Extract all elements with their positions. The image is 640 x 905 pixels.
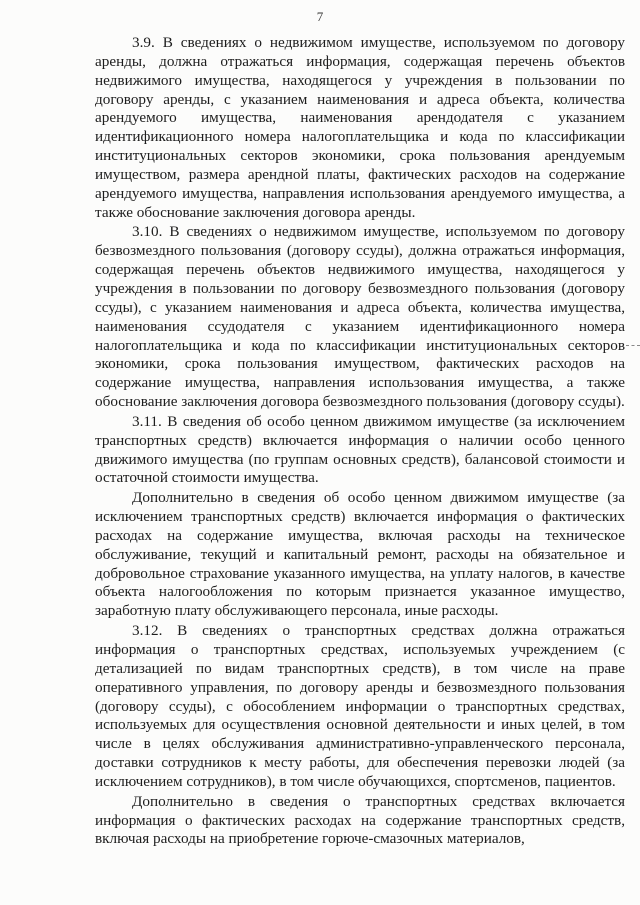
scan-edge-mark bbox=[626, 345, 640, 347]
paragraph-3-12-additional: Дополнительно в сведения о транспортных средствах включается информация о фактических расходах на содержание транспортных средств, включая расходы на приобретение горюче-смазочных материалов, bbox=[95, 792, 625, 848]
page-number: 7 bbox=[316, 9, 324, 24]
paragraph-3-11-additional: Дополнительно в сведения об особо ценном движимом имуществе (за исключением транспортных средств) включается информация о фактических расходах на содержание имущества, включая расходы на техническое обслуживание, текущий и капитальный ремонт, расходы на обязательное и добровольное страхование указанного имущества, на уплату налогов, в качестве объекта налогообложения по которым признается указанное имущество, заработную плату обслуживающего персонала, иные расходы. bbox=[95, 489, 625, 620]
paragraph-3-9: 3.9. В сведениях о недвижимом имуществе, используемом по договору аренды, должна отражаться информация, содержащая перечень объектов недвижимого имущества, находящегося у учреждения в пользовании по договору аренды, с указанием наименования и адреса объекта, количества арендуемого имущества, наименования арендодателя с указанием идентификационного номера налогоплательщика и кода по классификации институциональных секторов экономики, срока пользования арендуемым имуществом, размера арендной платы, фактических расходов на содержание арендуемого имущества, направления использования арендуемого имущества, а также обоснование заключения договора аренды. bbox=[95, 34, 625, 221]
paragraph-3-11: 3.11. В сведения об особо ценном движимом имуществе (за исключением транспортных средств) включается информация о наличии особо ценного движимого имущества (по группам основных средств), балансовой стоимости и остаточной стоимости имущества. bbox=[95, 412, 625, 487]
paragraph-3-12: 3.12. В сведениях о транспортных средствах должна отражаться информация о транспортных средствах, используемых учреждением (с детализацией по видам транспортных средств), в том числе на праве оперативного управления, по договору аренды и безвозмездного пользования (договору ссуды), с обособлением информации о транспортных средствах, используемых для осуществления основной деятельности и иных целей, в том числе в целях обслуживания административно-управленческого персонала, доставки сотрудников к месту работы, для обеспечения перевозки людей (за исключением сотрудников), в том числе обучающихся, спортсменов, пациентов. bbox=[95, 622, 625, 790]
document-body bbox=[95, 34, 625, 849]
paragraph-3-10: 3.10. В сведениях о недвижимом имуществе, используемом по договору безвозмездного пользования (договору ссуды), должна отражаться информация, содержащая перечень объектов недвижимого имущества, находящегося у учреждения в пользовании по договору безвозмездного пользования (договору ссуды), с указанием наименования и адреса объекта, количества имущества, наименования ссудодателя с указанием идентификационного номера налогоплательщика и кода по классификации институциональных секторов экономики, срока пользования имуществом, фактических расходов на содержание имущества, направления использования имущества, а также обоснование заключения договора безвозмездного пользования (договору ссуды). bbox=[95, 223, 625, 411]
